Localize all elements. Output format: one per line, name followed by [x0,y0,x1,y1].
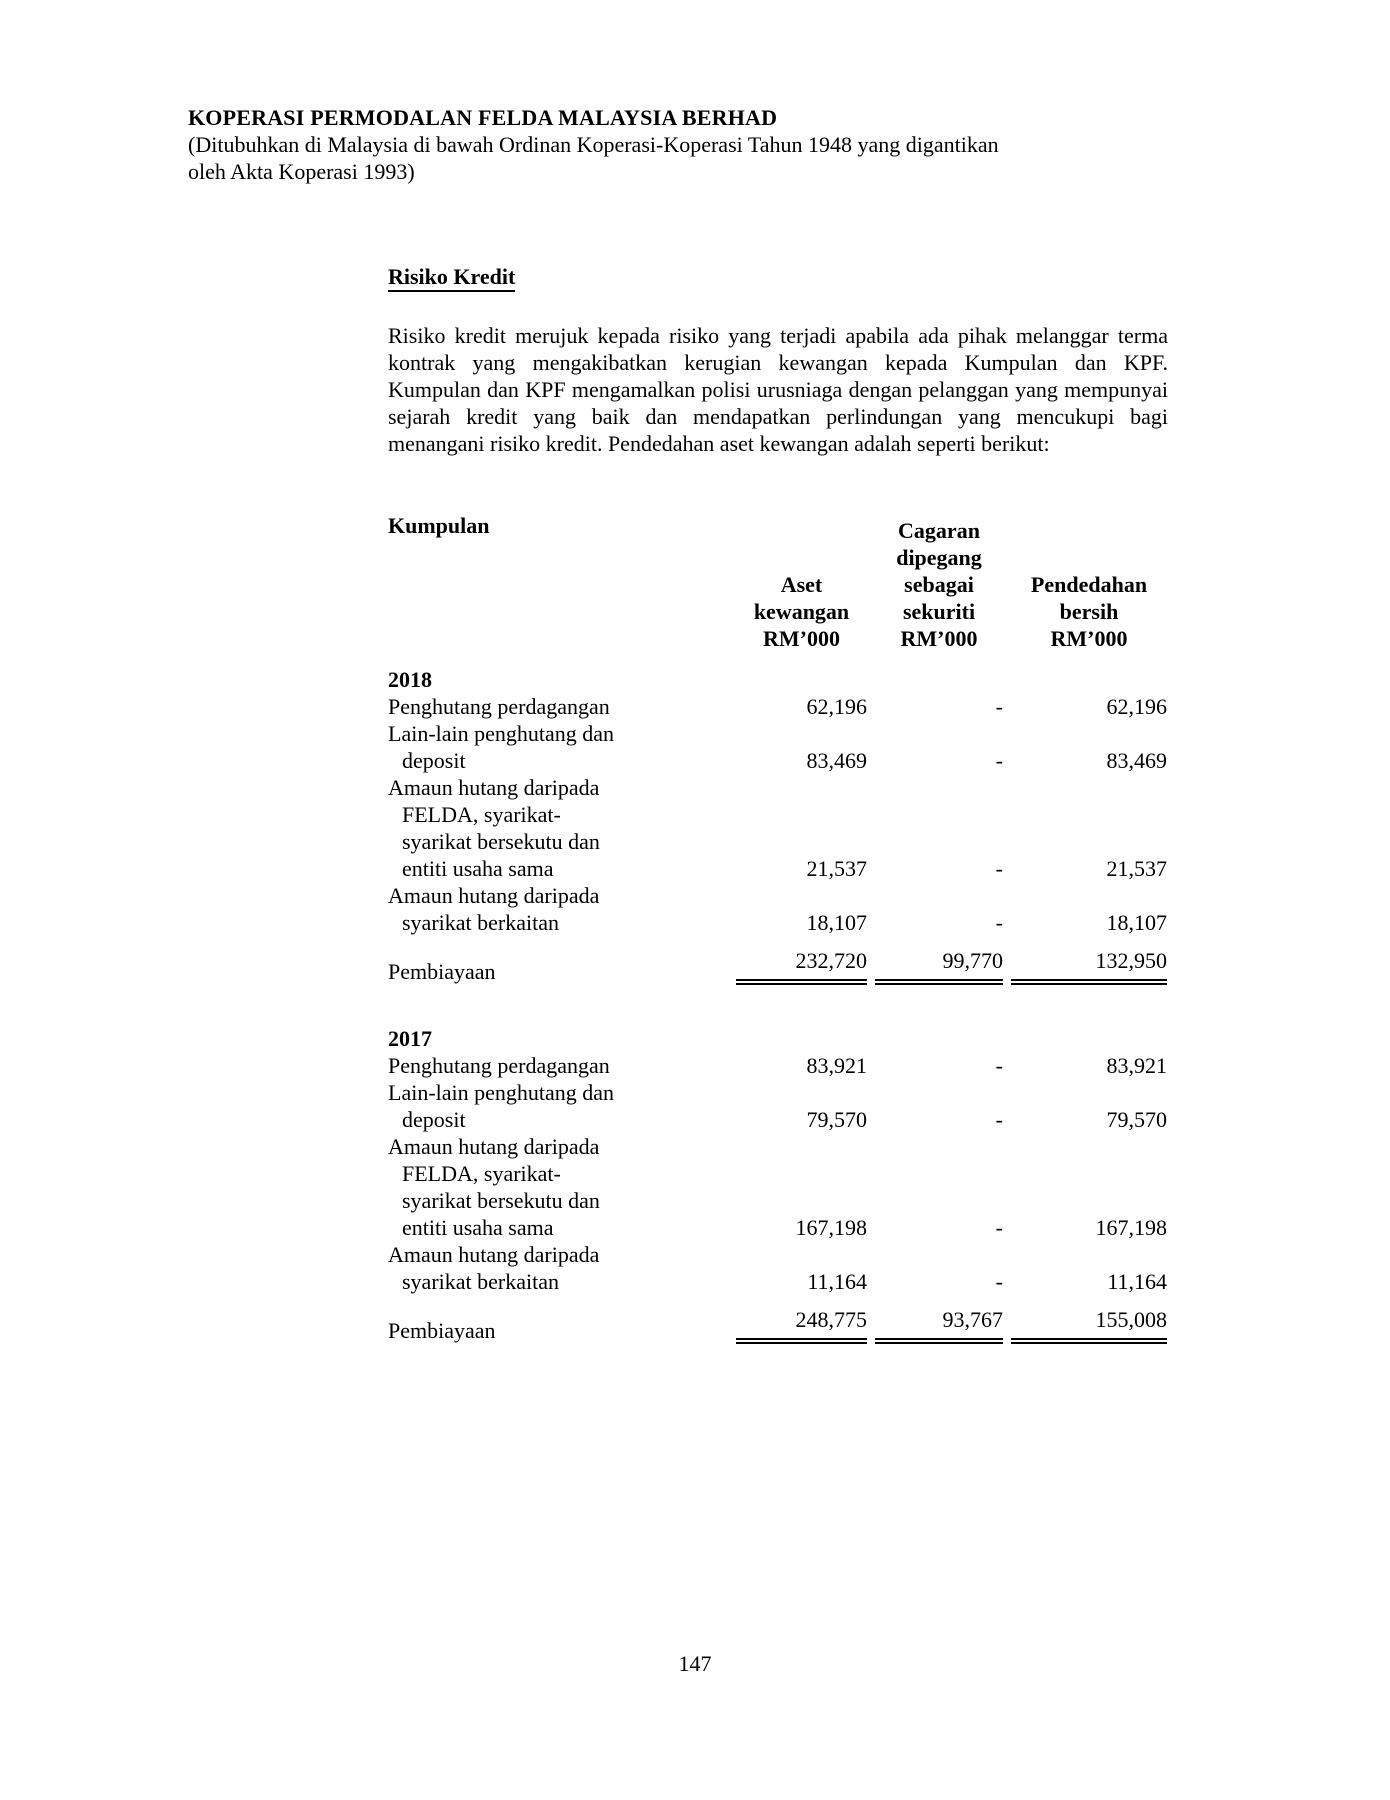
empty-cell [1011,801,1167,828]
table-row [388,747,1167,774]
table-header-row [388,512,1167,652]
empty-cell [736,1133,867,1160]
value-cagaran: - [995,1053,1003,1078]
table-row [388,1187,1167,1214]
total-cagaran: 99,770 [875,936,1003,985]
value-aset-kewangan: 21,537 [806,856,867,881]
value-cagaran: - [995,1215,1003,1240]
header-line: dipegang [896,545,982,570]
empty-cell [736,774,867,801]
total-row-2017 [388,1295,1167,1344]
header-line: Cagaran [898,518,980,543]
year-label: 2017 [388,1026,432,1051]
value-aset-kewangan: 79,570 [806,1107,867,1132]
year-row-2018 [388,666,1167,693]
value-cagaran: - [995,856,1003,881]
spacer [388,652,1167,666]
credit-risk-paragraph: Risiko kredit merujuk kepada risiko yang terjadi apabila ada pihak melanggar terma kontrak yang mengakibatkan kerugian kewangan kepada Kumpulan dan KPF. Kumpulan dan KPF mengamalkan polisi urusniaga dengan pelanggan yang mempunyai sejarah kredit yang baik dan mendapatkan perlindungan yang mencukupi bagi menangani risiko kredit. Pendedahan aset kewangan adalah seperti berikut: [388,323,1168,456]
empty-cell [1011,1160,1167,1187]
empty-cell [875,882,1003,909]
table-row [388,1214,1167,1241]
table-row [388,693,1167,720]
value-pendedahan: 11,164 [1107,1269,1167,1294]
row-label: Penghutang perdagangan [388,694,610,719]
empty-cell [736,1241,867,1268]
row-label-continuation: entiti usaha sama [402,856,554,881]
table-row [388,855,1167,882]
empty-cell [736,1187,867,1214]
empty-cell [1011,774,1167,801]
empty-cell [736,801,867,828]
company-subtitle-line-1: (Ditubuhkan di Malaysia di bawah Ordinan Koperasi-Koperasi Tahun 1948 yang digantikan [188,132,999,157]
row-label: Amaun hutang daripada [388,1134,600,1159]
value-pendedahan: 62,196 [1106,694,1167,719]
empty-cell [1011,1241,1167,1268]
value-cagaran: - [995,1269,1003,1294]
row-label: Penghutang perdagangan [388,1053,610,1078]
table-row [388,828,1167,855]
empty-cell [875,801,1003,828]
section-heading-text: Risiko Kredit [388,264,515,292]
total-aset-kewangan: 232,720 [736,936,867,985]
value-pendedahan: 18,107 [1106,910,1167,935]
row-label-continuation: FELDA, syarikat- [402,1161,561,1186]
year-label: 2018 [388,667,432,692]
table-row [388,909,1167,936]
empty-cell [875,828,1003,855]
empty-cell [875,720,1003,747]
company-header [188,104,1178,185]
row-label: Pembiayaan [388,959,496,984]
value-pendedahan: 83,469 [1106,748,1167,773]
company-subtitle-line-2: oleh Akta Koperasi 1993) [188,159,415,184]
value-pendedahan: 167,198 [1095,1215,1167,1240]
empty-cell [1011,1187,1167,1214]
row-label: Lain-lain penghutang dan [388,721,615,746]
empty-cell [1011,666,1167,693]
empty-cell [875,1079,1003,1106]
header-line: Pendedahan [1030,572,1148,597]
empty-cell [1011,882,1167,909]
value-cagaran: - [995,748,1003,773]
row-label-continuation: FELDA, syarikat- [402,802,561,827]
table-row [388,1052,1167,1079]
row-label: Lain-lain penghutang dan [388,1080,615,1105]
value-pendedahan: 83,921 [1106,1053,1167,1078]
row-label: Amaun hutang daripada [388,1242,600,1267]
table-row [388,1079,1167,1106]
column-header-pendedahan [1011,512,1167,652]
total-pendedahan: 155,008 [1011,1295,1167,1344]
empty-cell [1011,1133,1167,1160]
empty-cell [736,1079,867,1106]
empty-cell [736,720,867,747]
company-name: KOPERASI PERMODALAN FELDA MALAYSIA BERHAD [188,105,778,130]
value-aset-kewangan: 18,107 [806,910,867,935]
value-aset-kewangan: 83,921 [806,1053,867,1078]
row-label-continuation: entiti usaha sama [402,1215,554,1240]
table-row [388,1241,1167,1268]
header-line: RM’000 [1050,626,1128,651]
credit-exposure-table [380,512,1175,1344]
header-gap-row [388,652,1167,666]
table-row [388,1160,1167,1187]
empty-cell [1011,720,1167,747]
group-label: Kumpulan [388,513,490,538]
page-number: 147 [678,1651,712,1676]
value-aset-kewangan: 83,469 [806,748,867,773]
row-label-continuation: syarikat bersekutu dan [402,1188,600,1213]
header-line: sekuriti [902,599,976,624]
empty-cell [1011,1079,1167,1106]
total-cagaran: 93,767 [875,1295,1003,1344]
year-row-2017 [388,1025,1167,1052]
row-label-continuation: syarikat berkaitan [402,1269,559,1294]
value-cagaran: - [995,910,1003,935]
value-pendedahan: 21,537 [1106,856,1167,881]
table-row [388,1268,1167,1295]
header-line: RM’000 [763,626,840,651]
empty-cell [875,774,1003,801]
row-label-continuation: deposit [402,748,466,773]
value-cagaran: - [995,1107,1003,1132]
table-row [388,720,1167,747]
row-label: Amaun hutang daripada [388,883,600,908]
empty-cell [736,882,867,909]
table-row [388,1106,1167,1133]
empty-cell [875,666,1003,693]
empty-cell [736,666,867,693]
table-row [388,882,1167,909]
table-row [388,1133,1167,1160]
column-header-cagaran [875,512,1003,652]
value-aset-kewangan: 167,198 [795,1215,867,1240]
table-row [388,801,1167,828]
header-line: Aset [780,572,823,597]
header-line: RM’000 [900,626,978,651]
empty-cell [1011,828,1167,855]
section-gap-row [388,985,1167,1025]
column-header-aset-kewangan [736,512,867,652]
empty-cell [736,1025,867,1052]
value-cagaran: - [995,694,1003,719]
empty-cell [736,828,867,855]
row-label: Amaun hutang daripada [388,775,600,800]
header-line: kewangan [753,599,850,624]
empty-cell [875,1025,1003,1052]
value-aset-kewangan: 11,164 [807,1269,867,1294]
total-aset-kewangan: 248,775 [736,1295,867,1344]
row-label-continuation: syarikat berkaitan [402,910,559,935]
empty-cell [1011,1025,1167,1052]
header-line: bersih [1059,599,1119,624]
empty-cell [875,1187,1003,1214]
row-label-continuation: deposit [402,1107,466,1132]
value-aset-kewangan: 62,196 [806,694,867,719]
total-row-2018 [388,936,1167,985]
spacer [388,985,1167,1025]
row-label-continuation: syarikat bersekutu dan [402,829,600,854]
table-row [388,774,1167,801]
empty-cell [875,1133,1003,1160]
section-heading [388,263,515,290]
column-header-kumpulan [388,512,728,652]
row-label: Pembiayaan [388,1318,496,1343]
empty-cell [875,1241,1003,1268]
value-pendedahan: 79,570 [1106,1107,1167,1132]
empty-cell [875,1160,1003,1187]
header-line: sebagai [904,572,974,597]
total-pendedahan: 132,950 [1011,936,1167,985]
empty-cell [736,1160,867,1187]
